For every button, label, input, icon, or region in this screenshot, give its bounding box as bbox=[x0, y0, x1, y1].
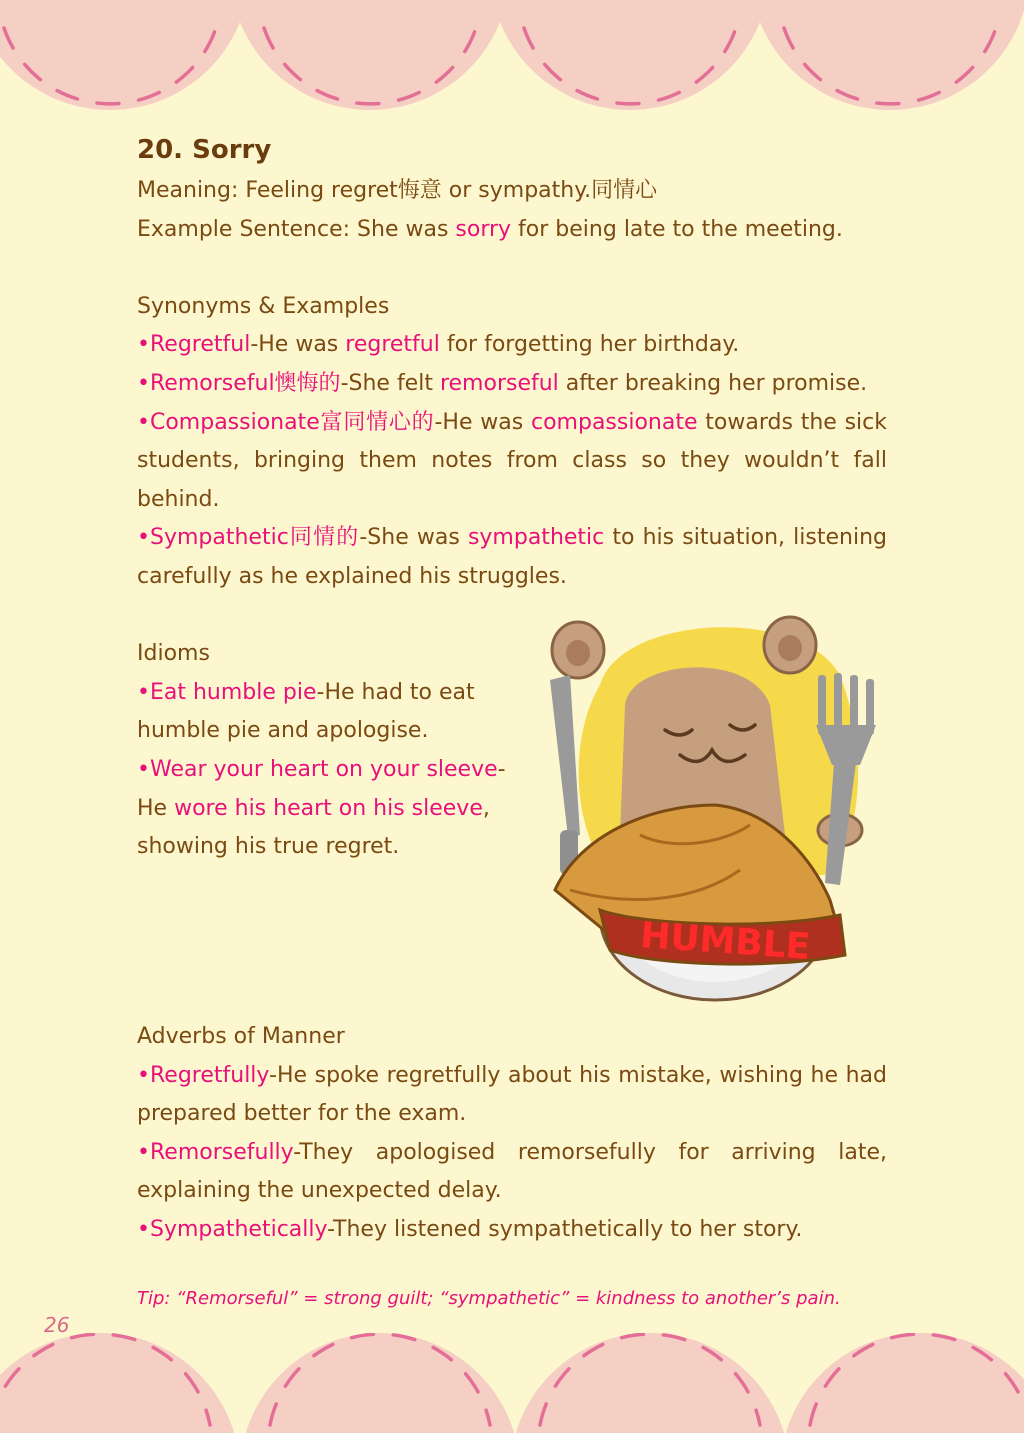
example-text-end: for being late to the meeting. bbox=[511, 216, 843, 242]
synonym-text: -She felt bbox=[340, 370, 440, 396]
synonym-text: -He was bbox=[250, 332, 346, 358]
synonym-highlight: regretful bbox=[345, 332, 440, 358]
adverb-text: -They apologised remorsefully for arriving late, explaining the unexpected delay. bbox=[137, 1139, 887, 1204]
adverb-text: -He spoke regretfully about his mistake, wishing he had prepared better for the exam. bbox=[137, 1062, 887, 1127]
synonym-word: Remorseful懊悔的 bbox=[149, 370, 341, 396]
synonym-text: -She was bbox=[359, 525, 468, 551]
idiom-text: , showing his true regret. bbox=[137, 795, 490, 860]
synonym-text: after breaking her promise. bbox=[558, 370, 868, 396]
synonym-item-regretful bbox=[137, 326, 887, 365]
idioms-section bbox=[137, 635, 517, 867]
idiom-phrase: Wear your heart on your sleeve bbox=[149, 756, 498, 782]
adverb-text: -They listened sympathetically to her story. bbox=[327, 1216, 803, 1242]
meaning-line bbox=[137, 172, 887, 211]
idiom-item-humble-pie bbox=[137, 674, 517, 751]
synonym-text: for forgetting her birthday. bbox=[439, 332, 740, 358]
bullet: • bbox=[137, 1216, 150, 1242]
bullet: • bbox=[137, 1062, 150, 1088]
entry-title: 20. Sorry bbox=[137, 135, 272, 165]
synonym-highlight: sympathetic bbox=[467, 525, 605, 551]
page-number: 26 bbox=[44, 1313, 70, 1337]
meaning-text: Feeling regret悔意 or sympathy.同情心 bbox=[245, 178, 658, 203]
humble-pie-illustration bbox=[540, 605, 895, 1010]
adverbs-heading: Adverbs of Manner bbox=[137, 1024, 345, 1049]
adverb-item-regretfully bbox=[137, 1057, 887, 1134]
synonym-word: Sympathetic同情的 bbox=[149, 525, 360, 551]
example-label: Example Sentence: bbox=[137, 216, 358, 242]
bullet: • bbox=[137, 370, 150, 396]
adverb-word: Sympathetically bbox=[149, 1216, 328, 1242]
example-text: She was bbox=[357, 216, 456, 242]
idiom-highlight: wore his heart on his sleeve bbox=[174, 795, 483, 821]
idioms-heading: Idioms bbox=[137, 641, 210, 667]
synonym-highlight: remorseful bbox=[439, 370, 559, 396]
synonym-text: to his situation, listening carefully as he explained his struggles. bbox=[137, 525, 887, 589]
synonyms-heading: Synonyms & Examples bbox=[137, 293, 390, 319]
bullet: • bbox=[137, 332, 150, 358]
synonym-item-compassionate bbox=[137, 404, 887, 520]
example-sentence bbox=[137, 211, 887, 250]
bullet: • bbox=[137, 756, 150, 782]
bullet: • bbox=[137, 525, 150, 551]
bullet: • bbox=[137, 409, 150, 435]
pie-label: HUMBLE bbox=[638, 915, 812, 968]
synonym-text: -He was bbox=[434, 409, 531, 435]
idiom-phrase: Eat humble pie bbox=[149, 679, 317, 705]
bullet: • bbox=[137, 1139, 150, 1165]
adverb-word: Remorsefully bbox=[149, 1139, 294, 1165]
example-keyword: sorry bbox=[455, 216, 512, 242]
synonym-highlight: compassionate bbox=[531, 409, 698, 435]
tip-note: Tip: “Remorseful” = strong guilt; “sympathetic” = kindness to another’s pain. bbox=[137, 1288, 841, 1309]
adverb-item-sympathetically bbox=[137, 1211, 887, 1250]
synonym-item-sympathetic bbox=[137, 519, 887, 596]
adverb-word: Regretfully bbox=[149, 1062, 270, 1088]
idiom-item-heart-on-sleeve bbox=[137, 751, 517, 867]
bullet: • bbox=[137, 679, 150, 705]
knife-icon bbox=[550, 675, 580, 837]
top-scallop-border bbox=[0, 0, 1024, 110]
synonym-word: Compassionate富同情心的 bbox=[149, 409, 435, 435]
adverb-item-remorsefully bbox=[137, 1134, 887, 1211]
idiom-text: -He had to eat humble pie and apologise. bbox=[137, 679, 475, 744]
synonym-item-remorseful bbox=[137, 365, 887, 404]
idiom-text: - He bbox=[137, 756, 506, 821]
synonym-text: towards the sick students, bringing them notes from class so they wouldn’t fall behind. bbox=[137, 409, 888, 512]
adverbs-section bbox=[137, 1018, 887, 1250]
bottom-scallop-border bbox=[0, 1333, 1024, 1433]
meaning-label: Meaning: bbox=[137, 178, 246, 203]
synonym-word: Regretful bbox=[149, 332, 251, 358]
